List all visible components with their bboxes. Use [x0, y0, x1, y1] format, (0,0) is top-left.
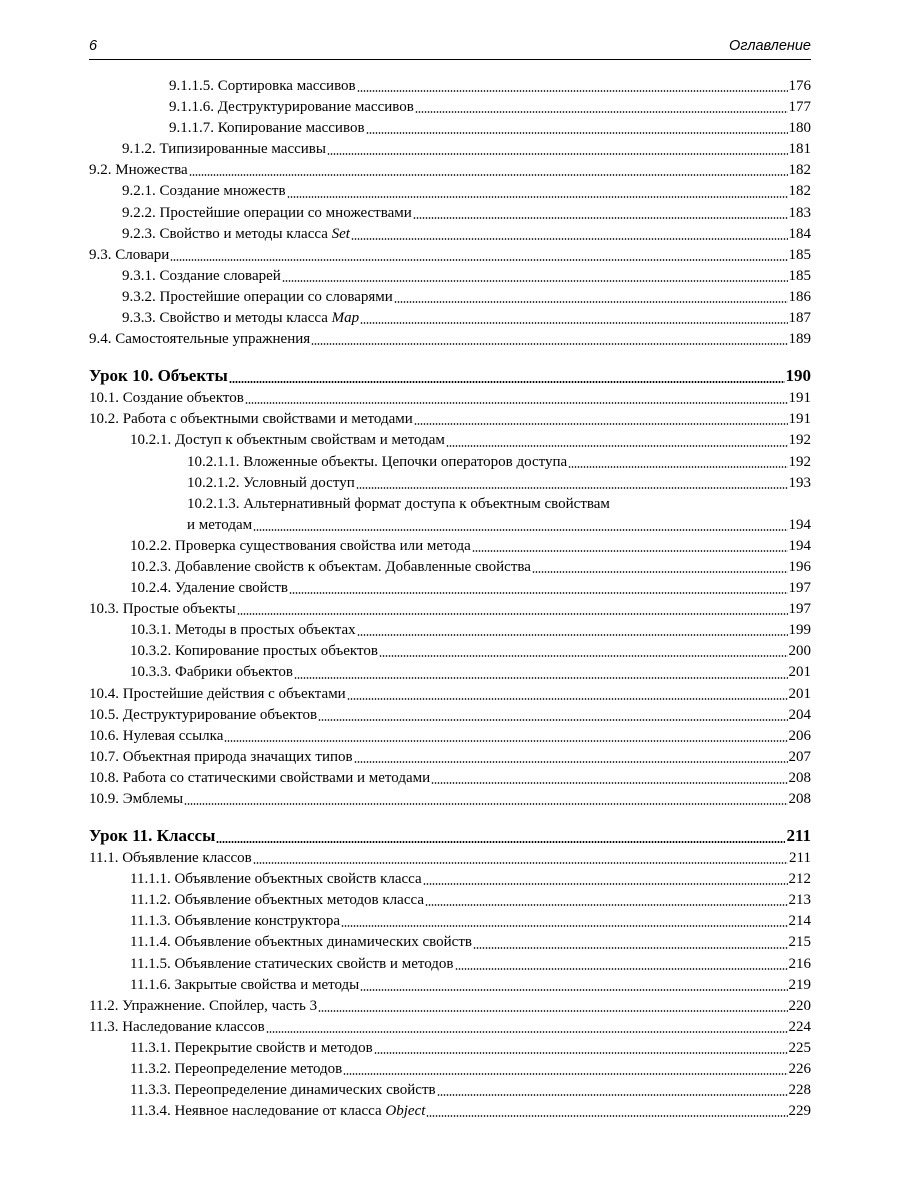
- toc-entry[interactable]: 10.9. Эмблемы 208: [89, 789, 811, 810]
- toc-entry[interactable]: 11.1.6. Закрытые свойства и методы 219: [89, 975, 811, 996]
- table-of-contents: [89, 76, 811, 1122]
- dot-leader: [189, 164, 788, 176]
- dot-leader: [184, 793, 787, 805]
- dot-leader: [289, 582, 787, 594]
- toc-page-number: 207: [788, 748, 811, 765]
- toc-page-number: 197: [788, 580, 811, 597]
- dot-leader: [327, 143, 788, 155]
- dot-leader: [245, 392, 788, 404]
- toc-page-number: 219: [788, 976, 811, 993]
- dot-leader: [472, 540, 788, 552]
- dot-leader: [413, 207, 788, 219]
- spacer: [89, 810, 811, 824]
- toc-chapter-entry[interactable]: Урок 11. Классы 211: [89, 824, 811, 848]
- dot-leader: [354, 751, 788, 763]
- toc-entry-continuation[interactable]: и методам 194: [89, 515, 811, 536]
- dot-leader: [356, 477, 788, 489]
- toc-entry[interactable]: 11.3.3. Переопределение динамических свойств 228: [89, 1080, 811, 1101]
- toc-entry[interactable]: 10.3.1. Методы в простых объектах 199: [89, 620, 811, 641]
- toc-entry[interactable]: 9.1.1.6. Деструктурирование массивов 177: [89, 97, 811, 118]
- toc-entry[interactable]: 10.2.4. Удаление свойств 197: [89, 578, 811, 599]
- dot-leader: [446, 435, 788, 447]
- toc-entry[interactable]: 11.3.4. Неявное наследование от класса Object 229: [89, 1101, 811, 1122]
- dot-leader: [282, 270, 788, 282]
- dot-leader: [379, 645, 788, 657]
- dot-leader: [229, 371, 785, 383]
- toc-page-number: 194: [788, 537, 811, 554]
- toc-page-number: 206: [788, 727, 811, 744]
- toc-page-number: 211: [789, 850, 811, 867]
- toc-entry[interactable]: 10.1. Создание объектов 191: [89, 388, 811, 409]
- toc-page-number: 213: [788, 892, 811, 909]
- toc-entry[interactable]: 9.3.1. Создание словарей 185: [89, 266, 811, 287]
- toc-entry[interactable]: 10.3. Простые объекты 197: [89, 599, 811, 620]
- dot-leader: [343, 1063, 787, 1075]
- toc-page-number: 186: [788, 288, 811, 305]
- section-title: Оглавление: [729, 38, 811, 54]
- toc-page-number: 196: [788, 558, 811, 575]
- dot-leader: [253, 852, 788, 864]
- toc-entry[interactable]: 11.1. Объявление классов 211: [89, 848, 811, 869]
- toc-entry[interactable]: 9.1.2. Типизированные массивы 181: [89, 139, 811, 160]
- toc-entry[interactable]: 9.2. Множества 182: [89, 160, 811, 181]
- dot-leader: [568, 456, 787, 468]
- dot-leader: [360, 979, 787, 991]
- toc-entry[interactable]: 9.4. Самостоятельные упражнения 189: [89, 329, 811, 350]
- toc-entry[interactable]: 9.1.1.7. Копирование массивов 180: [89, 118, 811, 139]
- running-header: [89, 37, 811, 60]
- toc-entry[interactable]: 10.3.2. Копирование простых объектов 200: [89, 641, 811, 662]
- toc-page-number: 191: [788, 411, 811, 428]
- toc-page-number: 185: [788, 246, 811, 263]
- toc-page-number: 183: [788, 204, 811, 221]
- dot-leader: [357, 80, 788, 92]
- toc-page-number: 180: [788, 120, 811, 137]
- dot-leader: [351, 228, 788, 240]
- toc-entry[interactable]: 11.3. Наследование классов 224: [89, 1017, 811, 1038]
- page-number: 6: [89, 38, 98, 54]
- toc-entry[interactable]: 9.2.3. Свойство и методы класса Set 184: [89, 224, 811, 245]
- dot-leader: [455, 958, 788, 970]
- toc-entry[interactable]: 11.1.2. Объявление объектных методов класса 213: [89, 890, 811, 911]
- toc-page-number: 208: [788, 791, 811, 807]
- toc-entry[interactable]: 9.3.2. Простейшие операции со словарями 186: [89, 287, 811, 308]
- toc-page-number: 220: [788, 997, 811, 1014]
- toc-page-number: 190: [785, 366, 811, 386]
- dot-leader: [341, 915, 787, 927]
- dot-leader: [425, 894, 788, 906]
- dot-leader: [170, 249, 787, 261]
- dot-leader: [253, 519, 787, 531]
- toc-page-number: 201: [788, 664, 811, 681]
- toc-page-number: 182: [788, 183, 811, 200]
- dot-leader: [394, 291, 788, 303]
- toc-page-number: 211: [786, 826, 811, 846]
- toc-entry-first-line[interactable]: 10.2.1.3. Альтернативный формат доступа к объектным свойствам: [187, 495, 610, 512]
- dot-leader: [357, 624, 788, 636]
- toc-entry[interactable]: 11.1.1. Объявление объектных свойств класса 212: [89, 869, 811, 890]
- toc-entry[interactable]: 11.2. Упражнение. Спойлер, часть 3 220: [89, 996, 811, 1017]
- toc-entry[interactable]: 10.8. Работа со статическими свойствами и методами 208: [89, 768, 811, 789]
- toc-chapter-entry[interactable]: Урок 10. Объекты 190: [89, 364, 811, 388]
- toc-page-number: 193: [788, 474, 811, 491]
- toc-entry[interactable]: 9.2.2. Простейшие операции со множествами 183: [89, 203, 811, 224]
- toc-entry[interactable]: 10.2.3. Добавление свойств к объектам. Добавленные свойства 196: [89, 557, 811, 578]
- dot-leader: [347, 688, 788, 700]
- dot-leader: [266, 1021, 788, 1033]
- dot-leader: [374, 1042, 788, 1054]
- dot-leader: [532, 561, 788, 573]
- toc-entry[interactable]: 9.3.3. Свойство и методы класса Map 187: [89, 308, 811, 329]
- toc-page-number: 177: [788, 99, 811, 116]
- dot-leader: [426, 1105, 787, 1117]
- dot-leader: [318, 1000, 787, 1012]
- toc-entry[interactable]: 10.4. Простейшие действия с объектами 201: [89, 684, 811, 705]
- spacer: [89, 350, 811, 364]
- toc-page-number: 189: [788, 331, 811, 348]
- toc-page-number: 215: [788, 934, 811, 951]
- toc-page-number: 182: [788, 162, 811, 179]
- toc-page-number: 199: [788, 622, 811, 639]
- toc-page-number: 176: [788, 78, 811, 94]
- toc-page-number: 208: [788, 769, 811, 786]
- toc-page-number: 181: [788, 141, 811, 158]
- dot-leader: [366, 122, 788, 134]
- dot-leader: [311, 333, 787, 345]
- toc-page-number: 225: [788, 1039, 811, 1056]
- toc-entry[interactable]: 10.2.1.1. Вложенные объекты. Цепочки операторов доступа 192: [89, 452, 811, 473]
- dot-leader: [216, 831, 785, 843]
- dot-leader: [473, 937, 788, 949]
- toc-entry[interactable]: 11.1.5. Объявление статических свойств и методов 216: [89, 954, 811, 975]
- toc-entry[interactable]: 11.1.3. Объявление конструктора 214: [89, 911, 811, 932]
- dot-leader: [415, 101, 788, 113]
- toc-entry[interactable]: 9.2.1. Создание множеств 182: [89, 181, 811, 202]
- dot-leader: [414, 413, 788, 425]
- toc-page-number: 192: [788, 432, 811, 449]
- toc-entry[interactable]: 10.2.1. Доступ к объектным свойствам и методам 192: [89, 430, 811, 451]
- toc-page-number: 185: [788, 267, 811, 284]
- toc-entry[interactable]: 10.6. Нулевая ссылка 206: [89, 726, 811, 747]
- toc-entry[interactable]: 11.1.4. Объявление объектных динамических свойств 215: [89, 932, 811, 953]
- dot-leader: [224, 730, 787, 742]
- toc-entry[interactable]: 10.2.1.2. Условный доступ 193: [89, 473, 811, 494]
- toc-entry[interactable]: 10.2. Работа с объектными свойствами и методами 191: [89, 409, 811, 430]
- toc-entry[interactable]: 11.3.1. Перекрытие свойств и методов 225: [89, 1038, 811, 1059]
- toc-page-number: 200: [788, 643, 811, 660]
- toc-page-number: 212: [788, 871, 811, 888]
- toc-page-number: 184: [788, 225, 811, 242]
- toc-page-number: 192: [788, 453, 811, 470]
- toc-page-number: 224: [788, 1018, 811, 1035]
- dot-leader: [423, 873, 788, 885]
- toc-entry[interactable]: 11.3.2. Переопределение методов 226: [89, 1059, 811, 1080]
- toc-page-number: 197: [788, 601, 811, 618]
- dot-leader: [294, 667, 788, 679]
- toc-page-number: 229: [788, 1103, 811, 1120]
- dot-leader: [437, 1084, 788, 1096]
- toc-entry[interactable]: 10.5. Деструктурирование объектов 204: [89, 705, 811, 726]
- dot-leader: [318, 709, 787, 721]
- toc-page-number: 216: [788, 955, 811, 972]
- toc-entry[interactable]: 10.3.3. Фабрики объектов 201: [89, 662, 811, 683]
- toc-entry[interactable]: 10.7. Объектная природа значащих типов 207: [89, 747, 811, 768]
- dot-leader: [360, 312, 787, 324]
- toc-entry[interactable]: 9.3. Словари 185: [89, 245, 811, 266]
- toc-page-number: 214: [788, 913, 811, 930]
- toc-page-number: 191: [788, 390, 811, 407]
- toc-page-number: 201: [788, 685, 811, 702]
- toc-page-number: 228: [788, 1082, 811, 1099]
- toc-page-number: 194: [788, 516, 811, 533]
- dot-leader: [237, 603, 788, 615]
- toc-page-number: 187: [788, 310, 811, 327]
- toc-entry[interactable]: 9.1.1.5. Сортировка массивов 176: [89, 76, 811, 97]
- toc-page-number: 226: [788, 1061, 811, 1078]
- toc-page-number: 204: [788, 706, 811, 723]
- dot-leader: [431, 772, 787, 784]
- dot-leader: [287, 186, 788, 198]
- toc-entry[interactable]: 10.2.2. Проверка существования свойства или метода 194: [89, 536, 811, 557]
